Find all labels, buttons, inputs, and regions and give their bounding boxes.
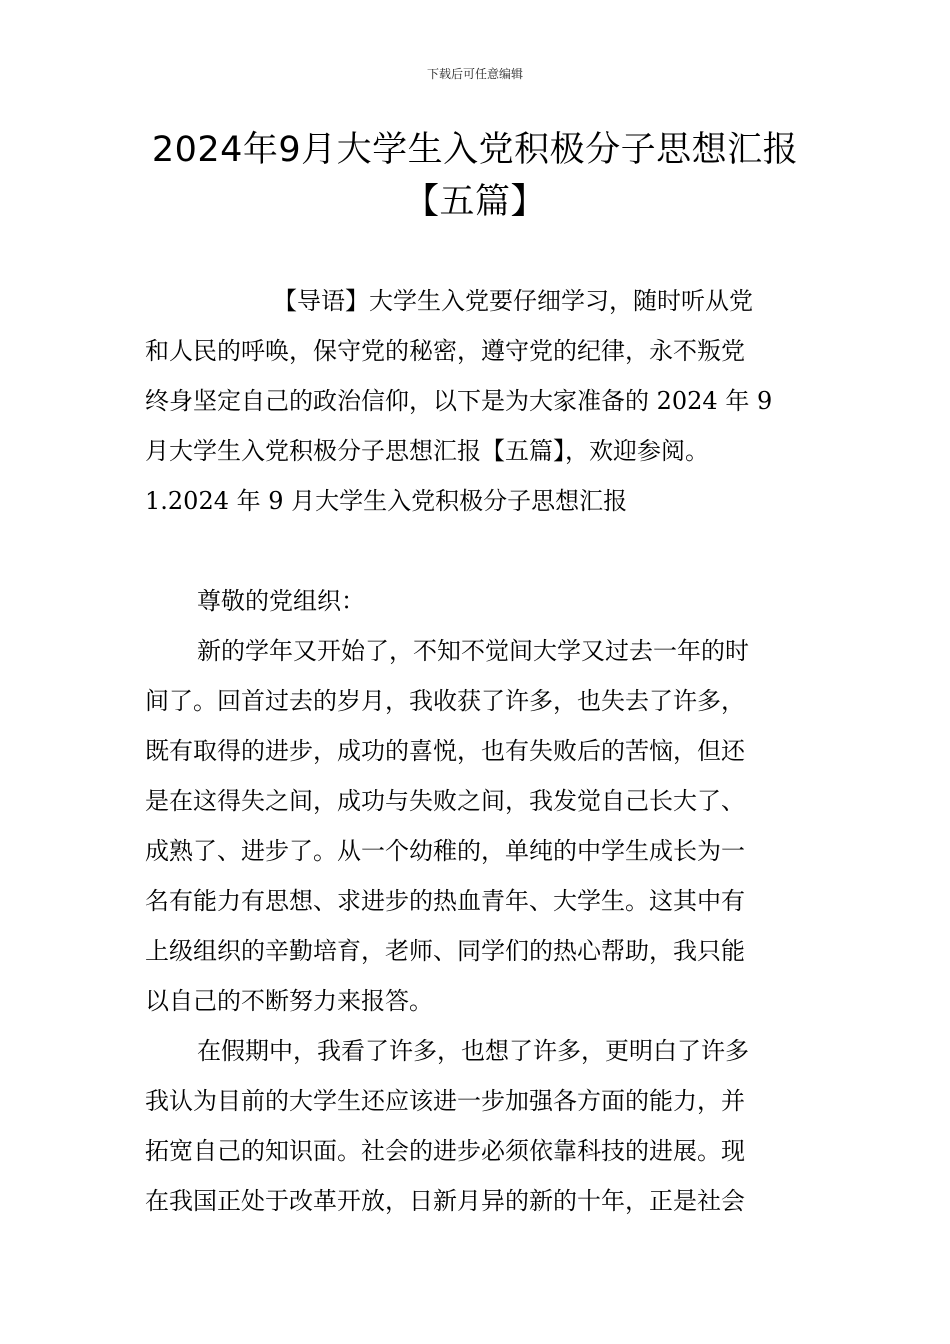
title-line-2: 【五篇】 [403, 182, 546, 222]
document-body [145, 276, 815, 1226]
paragraph-line: 以自己的不断努力来报答。 [145, 987, 433, 1015]
paragraph-line: 成熟了、进步了。从一个幼稚的，单纯的中学生成长为一 [145, 837, 745, 865]
intro-line: 月大学生入党积极分子思想汇报【五篇】，欢迎参阅。 [145, 437, 709, 465]
paragraph-line: 拓宽自己的知识面。社会的进步必须依靠科技的进展。现 [145, 1137, 745, 1165]
paragraph-line: 在我国正处于改革开放，日新月异的新的十年，正是社会 [145, 1187, 745, 1215]
paragraph-line: 是在这得失之间，成功与失败之间，我发觉自己长大了、 [145, 787, 745, 815]
paragraph-line: 我认为目前的大学生还应该进一步加强各方面的能力，并 [145, 1087, 745, 1115]
section-heading: 1.2024 年 9 月大学生入党积极分子思想汇报 [145, 487, 628, 515]
title-line-1: 2024年9月大学生入党积极分子思想汇报 [151, 130, 799, 170]
paragraph-line: 在假期中，我看了许多，也想了许多，更明白了许多 [197, 1037, 749, 1065]
document-title [100, 124, 850, 228]
intro-line: 【导语】大学生入党要仔细学习，随时听从党 [273, 287, 753, 315]
salutation: 尊敬的党组织： [197, 587, 365, 615]
intro-line: 和人民的呼唤，保守党的秘密，遵守党的纪律，永不叛党 [145, 337, 745, 365]
paragraph-line: 既有取得的进步，成功的喜悦，也有失败后的苦恼，但还 [145, 737, 745, 765]
paragraph-line: 间了。回首过去的岁月，我收获了许多，也失去了许多， [145, 687, 745, 715]
paragraph-line: 名有能力有思想、求进步的热血青年、大学生。这其中有 [145, 887, 745, 915]
intro-line: 终身坚定自己的政治信仰，以下是为大家准备的 2024 年 9 [145, 387, 773, 415]
paragraph-line: 新的学年又开始了，不知不觉间大学又过去一年的时 [197, 637, 749, 665]
header-note: 下载后可任意编辑 [426, 67, 523, 81]
blank-line [145, 526, 815, 576]
paragraph-line: 上级组织的辛勤培育，老师、同学们的热心帮助，我只能 [145, 937, 745, 965]
